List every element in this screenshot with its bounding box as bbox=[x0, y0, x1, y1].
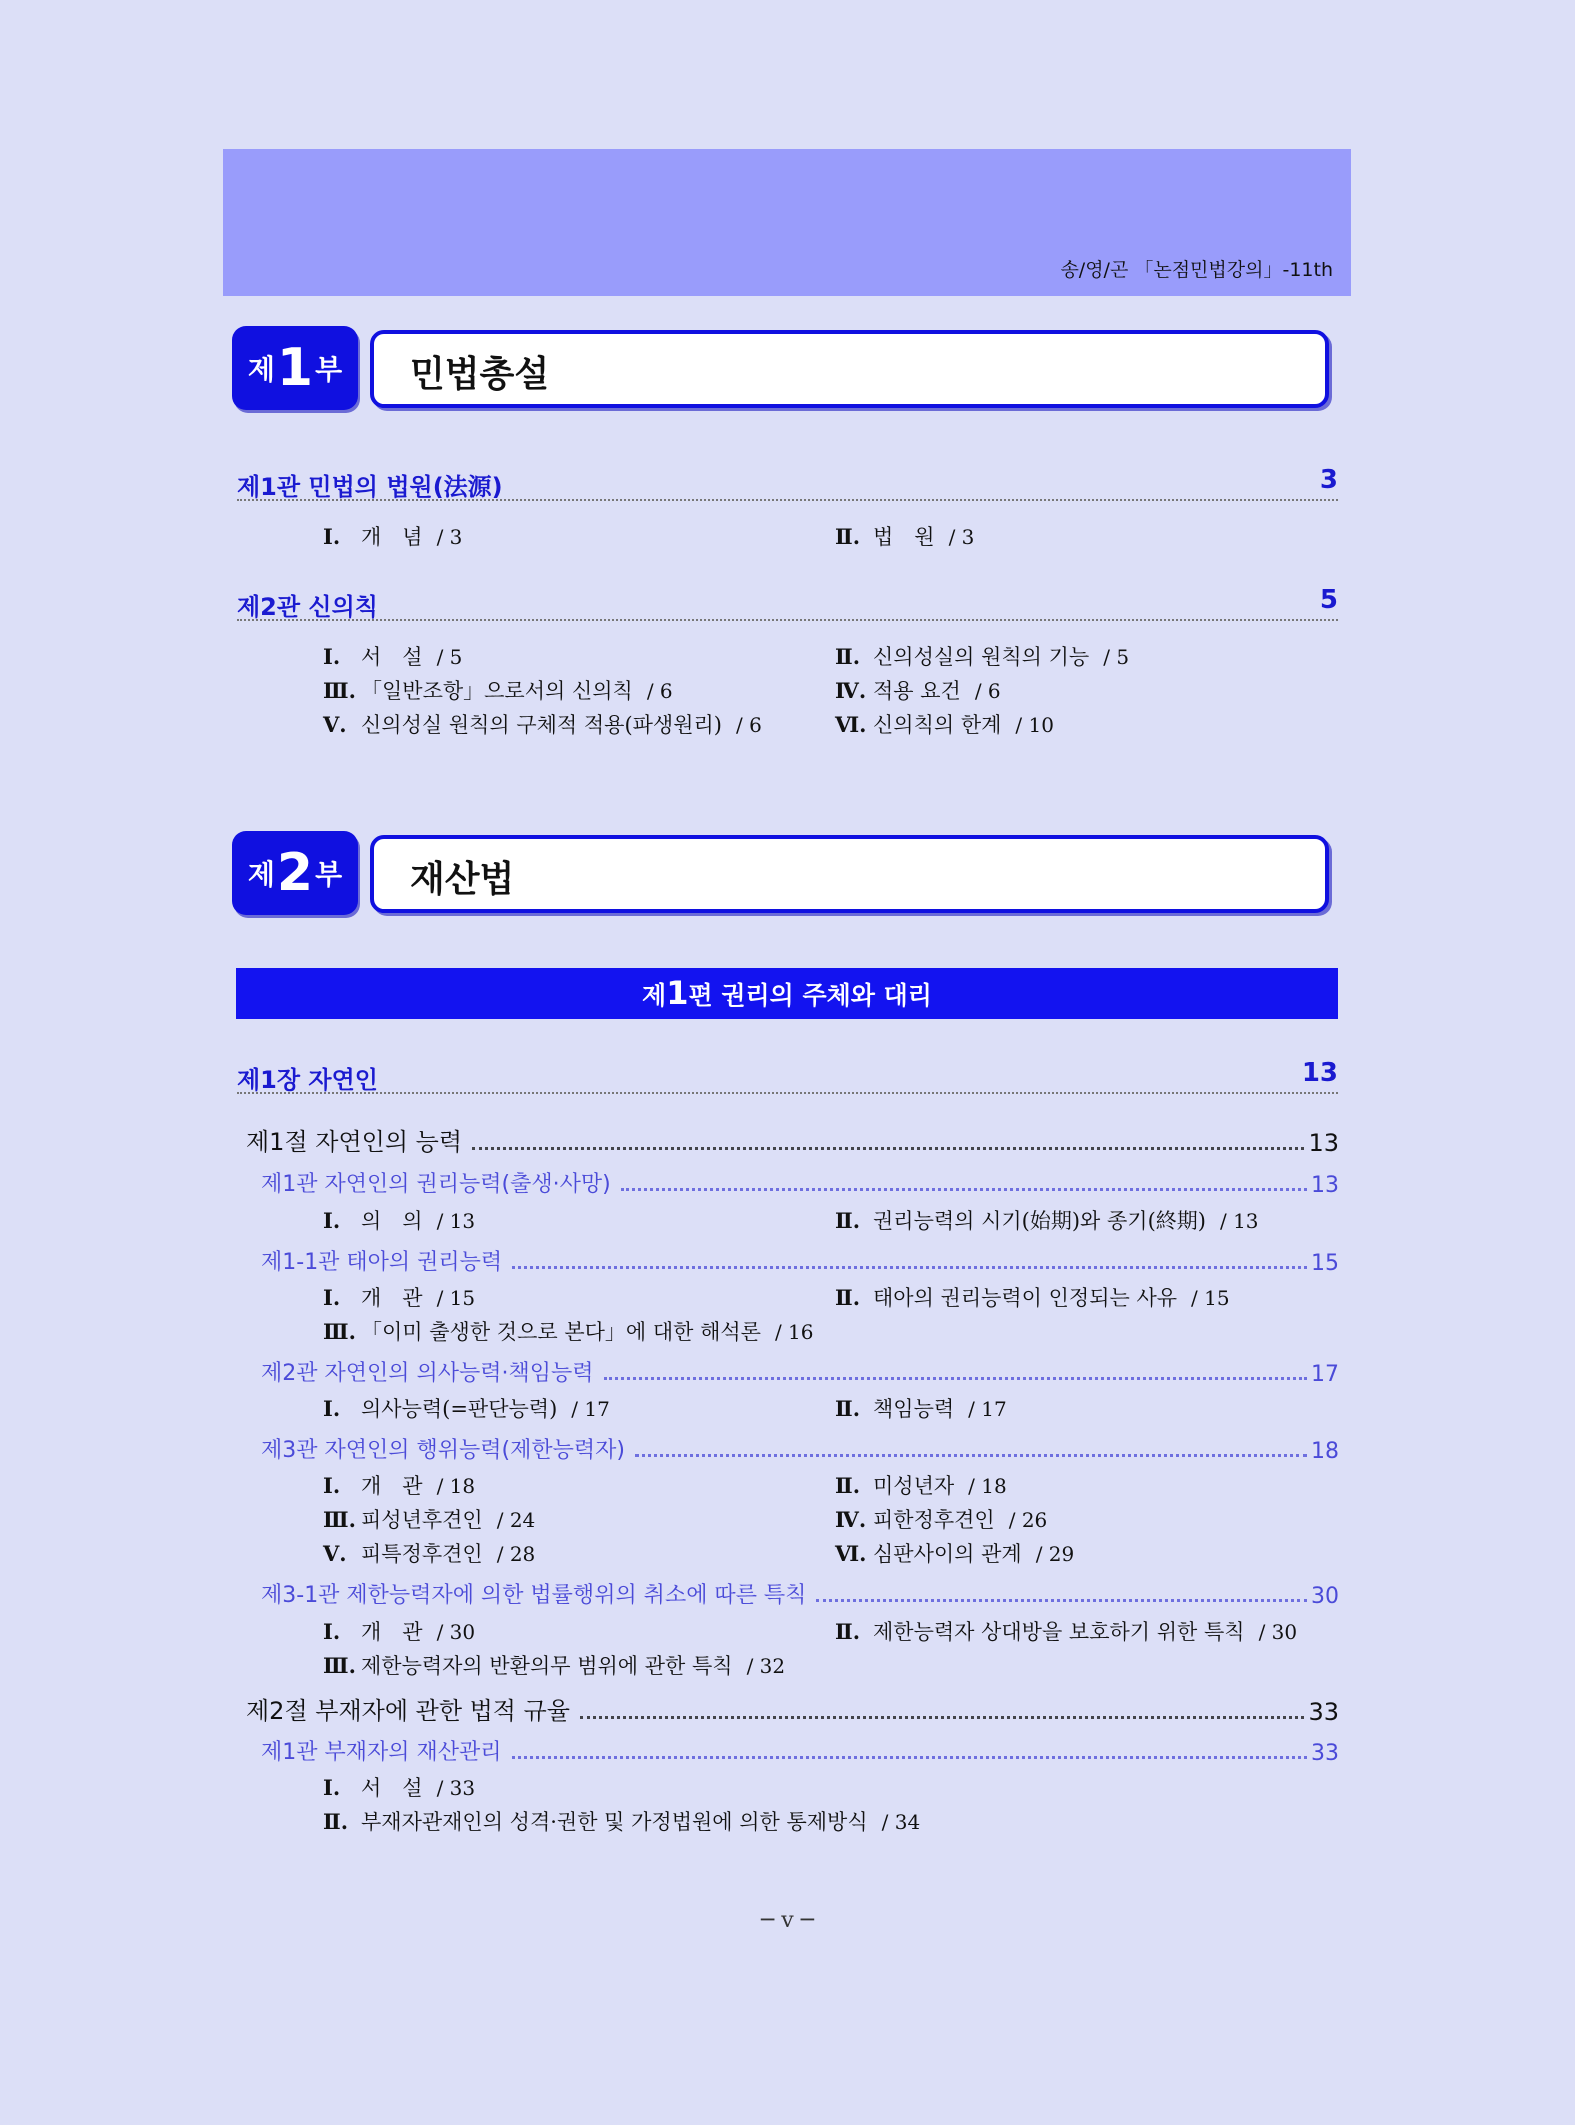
part-2-badge bbox=[232, 831, 358, 915]
item-text: 피성년후견인 bbox=[361, 1508, 483, 1532]
dot-leader bbox=[635, 1454, 1307, 1457]
item-page: / 32 bbox=[746, 1654, 786, 1678]
part-1-number: 1 bbox=[276, 338, 314, 398]
item-num: Ⅳ. bbox=[835, 1507, 867, 1532]
section-heading bbox=[237, 585, 1338, 621]
toc-item bbox=[323, 1316, 814, 1346]
item-text: 개 관 bbox=[361, 1474, 423, 1498]
toc-subsection-line bbox=[261, 1167, 1339, 1198]
toc-subsection-line bbox=[261, 1735, 1339, 1766]
part-2-heading bbox=[232, 831, 1334, 915]
part-2-prefix: 제 bbox=[247, 858, 275, 891]
item-page: / 5 bbox=[1103, 645, 1130, 669]
item-page: / 24 bbox=[496, 1508, 536, 1532]
toc-item bbox=[835, 641, 1129, 671]
toc-item bbox=[323, 1650, 785, 1680]
part-2-title-box bbox=[370, 835, 1329, 913]
section-page: 3 bbox=[1319, 465, 1338, 495]
volume-banner bbox=[236, 968, 1338, 1019]
part-1-title: 민법총설 bbox=[410, 354, 550, 395]
item-page: / 28 bbox=[496, 1542, 536, 1566]
item-num: Ⅱ. bbox=[323, 1809, 349, 1834]
item-num: Ⅱ. bbox=[835, 1619, 861, 1644]
item-text: 개 념 bbox=[361, 525, 423, 549]
toc-page: 13 bbox=[1311, 1173, 1339, 1198]
toc-page: 18 bbox=[1311, 1439, 1339, 1464]
item-num: Ⅰ. bbox=[323, 1208, 341, 1233]
item-text: 「일반조항」으로서의 신의칙 bbox=[361, 679, 633, 703]
item-num: Ⅰ. bbox=[323, 1619, 341, 1644]
item-page: / 13 bbox=[1219, 1209, 1259, 1233]
toc-section-line bbox=[246, 1122, 1339, 1157]
item-text: 제한능력자 상대방을 보호하기 위한 특칙 bbox=[873, 1620, 1245, 1644]
item-page: / 6 bbox=[974, 679, 1001, 703]
item-num: Ⅰ. bbox=[323, 1285, 341, 1310]
item-num: Ⅵ. bbox=[835, 712, 867, 737]
banner-number: 1 bbox=[666, 974, 689, 1012]
item-num: Ⅴ. bbox=[323, 1541, 347, 1566]
part-1-suffix: 부 bbox=[315, 353, 343, 386]
item-text: 신의성실의 원칙의 기능 bbox=[873, 645, 1090, 669]
toc-item bbox=[323, 1205, 475, 1235]
toc-label: 제2관 자연인의 의사능력·책임능력 bbox=[261, 1361, 594, 1386]
toc-item bbox=[835, 1205, 1259, 1235]
item-page: / 30 bbox=[1258, 1620, 1298, 1644]
toc-page: 17 bbox=[1311, 1362, 1339, 1387]
toc-page: 15 bbox=[1311, 1251, 1339, 1276]
toc-item bbox=[323, 641, 462, 671]
toc-item bbox=[323, 1504, 535, 1534]
toc-item bbox=[323, 1282, 475, 1312]
item-text: 개 관 bbox=[361, 1286, 423, 1310]
chapter-title: 제1장 자연인 bbox=[237, 1066, 378, 1094]
item-page: / 5 bbox=[436, 645, 463, 669]
toc-page: 33 bbox=[1311, 1741, 1339, 1766]
toc-item bbox=[323, 709, 762, 739]
item-text: 서 설 bbox=[361, 645, 423, 669]
item-num: Ⅱ. bbox=[835, 1473, 861, 1498]
section-heading bbox=[237, 465, 1338, 501]
running-title: 송/영/곤 「논점민법강의」-11th bbox=[1060, 259, 1333, 281]
dot-leader bbox=[580, 1716, 1304, 1719]
toc-page: 30 bbox=[1311, 1584, 1339, 1609]
toc-item bbox=[323, 1616, 475, 1646]
item-text: 피특정후견인 bbox=[361, 1542, 483, 1566]
item-page: / 29 bbox=[1035, 1542, 1075, 1566]
part-1-heading bbox=[232, 326, 1334, 410]
item-page: / 10 bbox=[1015, 713, 1054, 737]
part-2-title: 재산법 bbox=[410, 859, 515, 900]
item-text: 서 설 bbox=[361, 1776, 423, 1800]
item-text: 「이미 출생한 것으로 본다」에 대한 해석론 bbox=[361, 1320, 761, 1344]
item-page: / 34 bbox=[881, 1810, 921, 1834]
toc-item bbox=[835, 675, 1001, 705]
item-num: Ⅴ. bbox=[323, 712, 347, 737]
item-text: 적용 요건 bbox=[873, 679, 961, 703]
item-page: / 15 bbox=[436, 1286, 476, 1310]
toc-item bbox=[835, 709, 1054, 739]
dot-leader bbox=[512, 1266, 1307, 1269]
part-2-number: 2 bbox=[276, 843, 314, 903]
toc-subsection-line bbox=[261, 1433, 1339, 1464]
item-text: 태아의 권리능력이 인정되는 사유 bbox=[873, 1286, 1178, 1310]
toc-item bbox=[835, 1393, 1007, 1423]
item-page: / 6 bbox=[646, 679, 673, 703]
item-num: Ⅱ. bbox=[835, 524, 861, 549]
header-band bbox=[223, 149, 1351, 296]
item-page: / 6 bbox=[736, 713, 762, 737]
dot-leader bbox=[604, 1377, 1307, 1380]
item-page: / 30 bbox=[436, 1620, 476, 1644]
item-num: Ⅲ. bbox=[323, 1319, 356, 1344]
banner-text: 편 권리의 주체와 대리 bbox=[688, 981, 932, 1010]
part-1-badge bbox=[232, 326, 358, 410]
item-text: 심판사이의 관계 bbox=[873, 1542, 1022, 1566]
section-page: 5 bbox=[1319, 585, 1338, 615]
toc-item bbox=[323, 1538, 535, 1568]
toc-item bbox=[323, 521, 462, 551]
item-text: 법 원 bbox=[873, 525, 935, 549]
item-page: / 33 bbox=[436, 1776, 476, 1800]
item-num: Ⅲ. bbox=[323, 1653, 356, 1678]
dot-leader bbox=[621, 1188, 1307, 1191]
item-text: 부재자관재인의 성격·권한 및 가정법원에 의한 통제방식 bbox=[361, 1810, 868, 1834]
item-page: / 16 bbox=[774, 1320, 814, 1344]
toc-label: 제1관 자연인의 권리능력(출생·사망) bbox=[261, 1172, 611, 1197]
toc-label: 제1관 부재자의 재산관리 bbox=[261, 1740, 502, 1765]
item-text: 피한정후견인 bbox=[873, 1508, 995, 1532]
toc-subsection-line bbox=[261, 1356, 1339, 1387]
item-page: / 3 bbox=[436, 525, 463, 549]
toc-item bbox=[323, 1393, 610, 1423]
toc-label: 제3-1관 제한능력자에 의한 법률행위의 취소에 따른 특칙 bbox=[261, 1583, 807, 1608]
item-page: / 13 bbox=[436, 1209, 476, 1233]
toc-subsection-line bbox=[261, 1578, 1339, 1609]
part-1-title-box bbox=[370, 330, 1329, 408]
toc-item bbox=[835, 1538, 1074, 1568]
dot-leader bbox=[816, 1599, 1307, 1602]
toc-item bbox=[835, 1504, 1047, 1534]
item-num: Ⅱ. bbox=[835, 1285, 861, 1310]
page-number: ─ v ─ bbox=[761, 1908, 814, 1933]
toc-label: 제1절 자연인의 능력 bbox=[246, 1128, 462, 1156]
item-num: Ⅰ. bbox=[323, 644, 341, 669]
item-page: / 17 bbox=[968, 1397, 1007, 1421]
item-text: 의 의 bbox=[361, 1209, 423, 1233]
dot-leader bbox=[512, 1756, 1307, 1759]
item-page: / 26 bbox=[1008, 1508, 1048, 1532]
item-text: 의사능력(=판단능력) bbox=[361, 1397, 558, 1421]
banner-prefix: 제 bbox=[642, 981, 667, 1010]
section-title: 제2관 신의칙 bbox=[237, 593, 378, 621]
item-text: 개 관 bbox=[361, 1620, 423, 1644]
section-title: 제1관 민법의 법원(法源) bbox=[237, 473, 503, 501]
item-num: Ⅳ. bbox=[835, 678, 867, 703]
item-page: / 3 bbox=[948, 525, 975, 549]
item-num: Ⅱ. bbox=[835, 644, 861, 669]
item-text: 제한능력자의 반환의무 범위에 관한 특칙 bbox=[361, 1654, 733, 1678]
toc-label: 제2절 부재자에 관한 법적 규율 bbox=[246, 1697, 570, 1725]
item-text: 책임능력 bbox=[873, 1397, 955, 1421]
item-num: Ⅰ. bbox=[323, 1396, 341, 1421]
toc-label: 제3관 자연인의 행위능력(제한능력자) bbox=[261, 1438, 625, 1463]
item-num: Ⅲ. bbox=[323, 1507, 356, 1532]
toc-section-line bbox=[246, 1691, 1339, 1726]
item-num: Ⅱ. bbox=[835, 1208, 861, 1233]
chapter-heading bbox=[237, 1058, 1338, 1094]
toc-item bbox=[323, 675, 673, 705]
item-page: / 18 bbox=[436, 1474, 476, 1498]
toc-page: 13 bbox=[1308, 1129, 1339, 1157]
toc-item bbox=[835, 1616, 1297, 1646]
item-page: / 18 bbox=[968, 1474, 1007, 1498]
dot-leader bbox=[472, 1147, 1304, 1150]
toc-label: 제1-1관 태아의 권리능력 bbox=[261, 1250, 503, 1275]
toc-item bbox=[323, 1806, 920, 1836]
toc-item bbox=[835, 1470, 1007, 1500]
toc-item bbox=[835, 521, 974, 551]
item-page: / 15 bbox=[1191, 1286, 1230, 1310]
item-text: 권리능력의 시기(始期)와 종기(終期) bbox=[873, 1209, 1206, 1233]
item-num: Ⅵ. bbox=[835, 1541, 867, 1566]
toc-item bbox=[323, 1470, 475, 1500]
toc-item bbox=[323, 1772, 475, 1802]
item-num: Ⅰ. bbox=[323, 1775, 341, 1800]
chapter-page: 13 bbox=[1301, 1058, 1338, 1088]
part-1-prefix: 제 bbox=[247, 353, 275, 386]
part-2-suffix: 부 bbox=[315, 858, 343, 891]
toc-subsection-line bbox=[261, 1245, 1339, 1276]
item-text: 미성년자 bbox=[873, 1474, 955, 1498]
item-num: Ⅲ. bbox=[323, 678, 356, 703]
item-page: / 17 bbox=[571, 1397, 610, 1421]
item-num: Ⅱ. bbox=[835, 1396, 861, 1421]
item-num: Ⅰ. bbox=[323, 1473, 341, 1498]
item-text: 신의성실 원칙의 구체적 적용(파생원리) bbox=[361, 713, 722, 737]
item-num: Ⅰ. bbox=[323, 524, 341, 549]
toc-page: 33 bbox=[1308, 1698, 1339, 1726]
item-text: 신의칙의 한계 bbox=[873, 713, 1002, 737]
toc-item bbox=[835, 1282, 1230, 1312]
